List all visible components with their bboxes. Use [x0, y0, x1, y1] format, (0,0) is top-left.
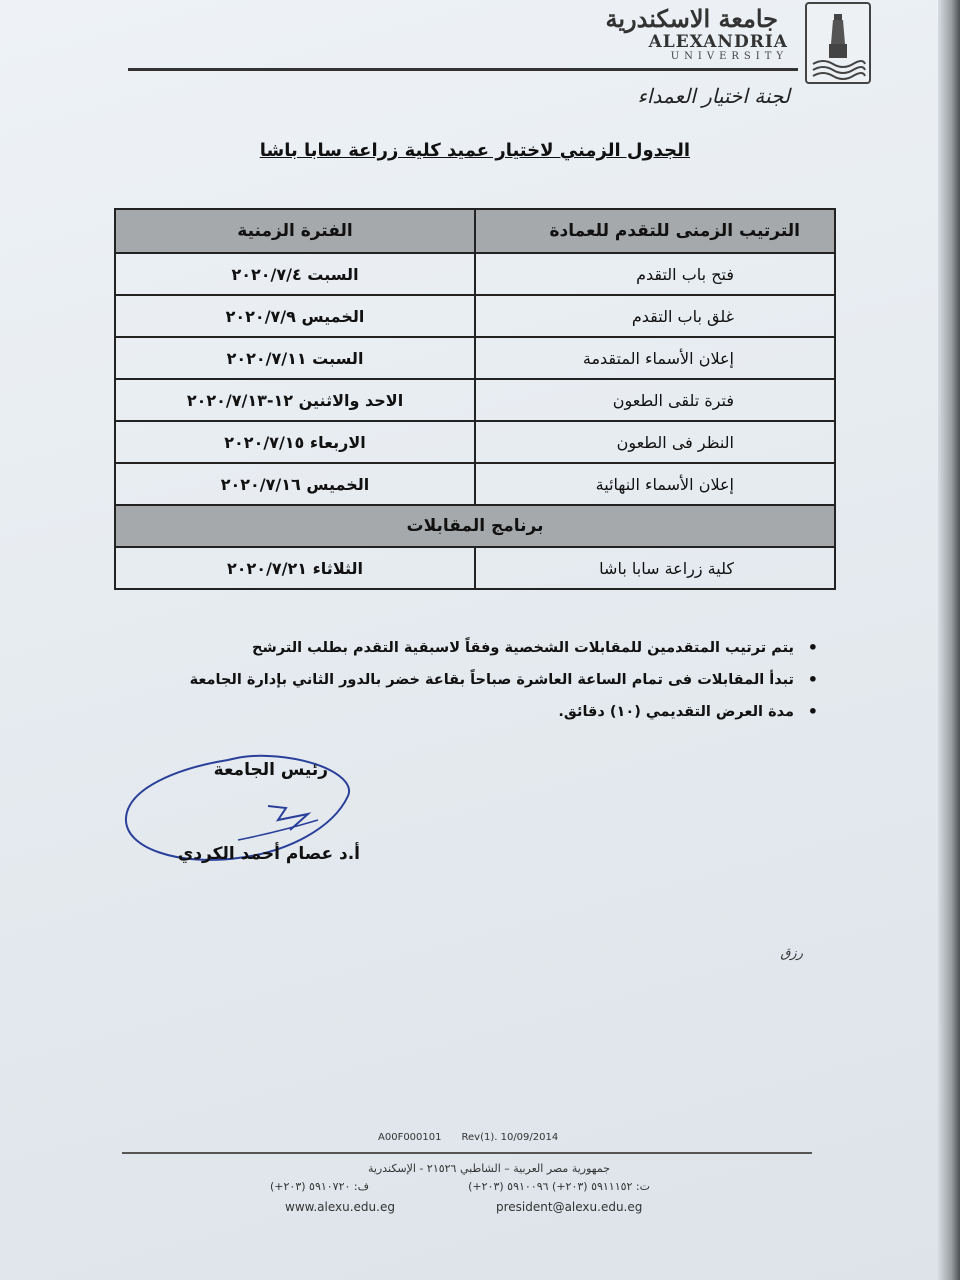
section-title-interviews: برنامج المقابلات: [115, 505, 835, 547]
footer-fax: ف: ٥٩١٠٧٢٠ (٢٠٣+): [270, 1180, 370, 1193]
period-cell: الاربعاء ٢٠٢٠/٧/١٥: [115, 421, 475, 463]
form-number: A00F000101: [378, 1132, 442, 1143]
table-row: [115, 463, 835, 505]
note-item: • تبدأ المقابلات فى تمام الساعة العاشرة صباحاً بقاعة خضر بالدور الثاني بإدارة الجامعة: [178, 664, 818, 696]
university-name-arabic: جامعة الاسكندرية: [605, 4, 778, 33]
footer-email: president@alexu.edu.eg: [496, 1200, 643, 1214]
event-cell: النظر فى الطعون: [475, 421, 835, 463]
period-cell: السبت ٢٠٢٠/٧/٤: [115, 253, 475, 295]
notes-list: [178, 632, 818, 728]
signatory-name: أ.د عصام أحمد الكردي: [177, 844, 360, 864]
lighthouse-icon: [807, 4, 869, 82]
university-logo: [805, 2, 871, 84]
table-row: [115, 337, 835, 379]
table-row: [115, 253, 835, 295]
university-name-english: ALEXANDRIA: [648, 32, 788, 52]
footer-address: جمهورية مصر العربية – الشاطبي ٢١٥٢٦ - الإسكندرية: [367, 1162, 610, 1175]
table-header-row: [115, 209, 835, 253]
event-cell: إعلان الأسماء النهائية: [475, 463, 835, 505]
background-edge: [938, 0, 960, 1280]
table-row: [115, 379, 835, 421]
period-cell: الثلاثاء ٢٠٢٠/٧/٢١: [115, 547, 475, 589]
event-cell: إعلان الأسماء المتقدمة: [475, 337, 835, 379]
column-header-period: الفترة الزمنية: [115, 209, 475, 253]
university-name-english-sub: UNIVERSITY: [670, 51, 788, 62]
schedule-table: [114, 208, 836, 590]
footer-divider: [122, 1152, 812, 1154]
note-item: • يتم ترتيب المتقدمين للمقابلات الشخصية وفقاً لاسبقية التقدم بطلب الترشح: [178, 632, 818, 664]
signatory-title: رئيس الجامعة: [213, 760, 328, 780]
header-divider: [128, 68, 798, 71]
period-cell: الخميس ٢٠٢٠/٧/٩: [115, 295, 475, 337]
table-row: [115, 295, 835, 337]
event-cell: فترة تلقى الطعون: [475, 379, 835, 421]
event-cell: فتح باب التقدم: [475, 253, 835, 295]
document-title: الجدول الزمني لاختيار عميد كلية زراعة سابا باشا: [259, 140, 690, 161]
table-row: [115, 421, 835, 463]
footer-website: www.alexu.edu.eg: [285, 1200, 395, 1214]
form-code: [378, 1132, 578, 1143]
committee-name: لجنة اختيار العمداء: [637, 84, 790, 108]
column-header-event: الترتيب الزمنى للتقدم للعمادة: [475, 209, 835, 253]
table-row: [115, 547, 835, 589]
note-item: • مدة العرض التقديمي (١٠) دقائق.: [178, 696, 818, 728]
event-cell: كلية زراعة سابا باشا: [475, 547, 835, 589]
form-revision: Rev(1). 10/09/2014: [461, 1132, 559, 1143]
event-cell: غلق باب التقدم: [475, 295, 835, 337]
footer-phone: ت: ٥٩١١١٥٢ (٢٠٣+) ٥٩١٠٠٩٦ (٢٠٣+): [468, 1180, 650, 1193]
period-cell: الخميس ٢٠٢٠/٧/١٦: [115, 463, 475, 505]
period-cell: السبت ٢٠٢٠/٧/١١: [115, 337, 475, 379]
section-header-row: [115, 505, 835, 547]
clerk-initials: رزق: [780, 946, 803, 961]
period-cell: الاحد والاثنين ١٢-٢٠٢٠/٧/١٣: [115, 379, 475, 421]
